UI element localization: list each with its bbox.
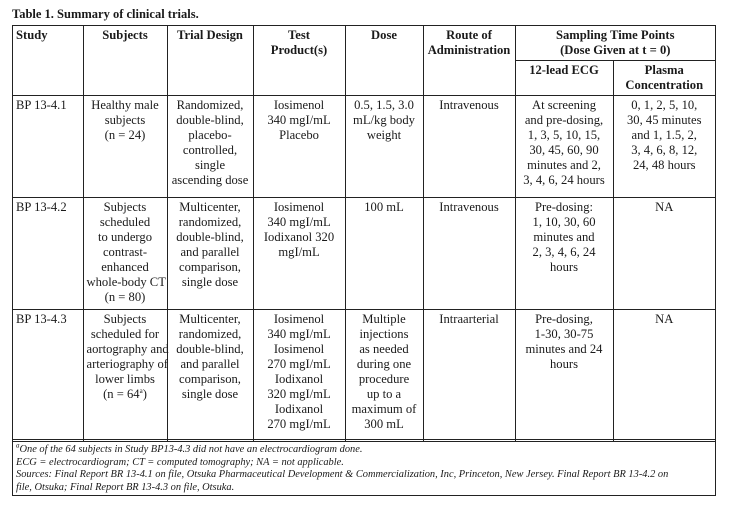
cell-line: 2, 3, 4, 6, 24 bbox=[532, 245, 596, 259]
cell-plasma bbox=[613, 96, 715, 198]
cell-ecg bbox=[515, 310, 613, 442]
header-ecg: 12-lead ECG bbox=[515, 61, 613, 96]
header-line: Route of bbox=[446, 28, 492, 42]
cell-line: 300 mL bbox=[364, 417, 404, 431]
cell-line: comparison, bbox=[179, 260, 241, 274]
cell-line: Subjects bbox=[103, 200, 147, 214]
cell-line: Randomized, bbox=[176, 98, 244, 112]
cell-line: 0.5, 1.5, 3.0 bbox=[354, 98, 414, 112]
cell-line: minutes and 24 bbox=[525, 342, 603, 356]
cell-line: Iodixanol bbox=[274, 372, 324, 386]
cell-plasma bbox=[613, 310, 715, 442]
cell-line: Pre-dosing: bbox=[534, 200, 594, 214]
cell-subjects bbox=[83, 198, 167, 310]
cell-line: minutes and 2, bbox=[527, 158, 601, 172]
cell-line: ascending dose bbox=[171, 173, 249, 187]
cell-line: Healthy male bbox=[91, 98, 159, 112]
cell-line: Multicenter, bbox=[179, 200, 241, 214]
footnote-a bbox=[16, 441, 710, 457]
header-plasma bbox=[613, 61, 715, 96]
cell-study: BP 13-4.2 bbox=[13, 198, 83, 310]
cell-line: 30, 45, 60, 90 bbox=[529, 143, 599, 157]
table-caption: Table 1. Summary of clinical trials. bbox=[12, 7, 199, 21]
cell-line: 340 mgI/mL bbox=[267, 327, 331, 341]
header-line: Administration bbox=[427, 43, 511, 57]
cell-line: Iosimenol bbox=[273, 312, 325, 326]
header-trial-design: Trial Design bbox=[167, 26, 253, 96]
cell-line: 320 mgI/mL bbox=[267, 387, 331, 401]
table-row bbox=[13, 310, 715, 442]
header-line: Test bbox=[288, 28, 310, 42]
cell-line: 1, 3, 5, 10, 15, bbox=[527, 128, 601, 142]
cell-line: 1, 10, 30, 60 bbox=[532, 215, 596, 229]
cell-line: scheduled for bbox=[90, 327, 160, 341]
footnote-sources-line-1: Sources: Final Report BR 13-4.1 on file, Otsuka Pharmaceutical Development & Commercialization, Inc, Princeton, New Jersey. Final Report BR 13-4.2 on bbox=[16, 469, 669, 481]
header-line: Product(s) bbox=[270, 43, 328, 57]
cell-line: and parallel bbox=[180, 357, 240, 371]
cell-line: At screening bbox=[532, 98, 596, 112]
cell-line: 100 mL bbox=[364, 200, 404, 214]
cell-line: double-blind, bbox=[176, 113, 244, 127]
cell-line: 24, 48 hours bbox=[632, 158, 696, 172]
cell-line: maximum of bbox=[351, 402, 417, 416]
cell-line: 0, 1, 2, 5, 10, bbox=[631, 98, 698, 112]
header-line: (Dose Given at t = 0) bbox=[560, 43, 671, 57]
footnote-ref: a bbox=[139, 386, 143, 395]
cell-route bbox=[423, 310, 515, 442]
cell-plasma bbox=[613, 198, 715, 310]
cell-line: procedure bbox=[358, 372, 410, 386]
cell-line: 340 mgI/mL bbox=[267, 113, 331, 127]
header-dose: Dose bbox=[345, 26, 423, 96]
cell-product bbox=[253, 96, 345, 198]
cell-line: and pre-dosing, bbox=[524, 113, 604, 127]
cell-line: single dose bbox=[181, 275, 239, 289]
header-route bbox=[423, 26, 515, 96]
cell-line: NA bbox=[655, 312, 674, 326]
cell-line: injections bbox=[359, 327, 409, 341]
cell-line: aortography and bbox=[86, 342, 169, 356]
cell-line: Multiple bbox=[362, 312, 406, 326]
cell-line: minutes and bbox=[533, 230, 595, 244]
header-line: Concentration bbox=[625, 78, 704, 92]
cell-product bbox=[253, 310, 345, 442]
cell-line: as needed bbox=[359, 342, 409, 356]
header-sampling bbox=[515, 26, 715, 61]
header-line: Plasma bbox=[644, 63, 684, 77]
cell-line: Iodixanol bbox=[274, 402, 324, 416]
header-subjects: Subjects bbox=[83, 26, 167, 96]
cell-line: comparison, bbox=[179, 372, 241, 386]
cell-line: randomized, bbox=[178, 215, 242, 229]
cell-line: 340 mgI/mL bbox=[267, 215, 331, 229]
cell-line: Intravenous bbox=[439, 200, 499, 214]
cell-study: BP 13-4.3 bbox=[13, 310, 83, 442]
cell-line: Intravenous bbox=[439, 98, 499, 112]
cell-line: during one bbox=[356, 357, 412, 371]
cell-line: mgI/mL bbox=[278, 245, 320, 259]
cell-line: 3, 4, 6, 24 hours bbox=[523, 173, 605, 187]
footnotes bbox=[16, 441, 710, 494]
cell-line: enhanced bbox=[101, 260, 149, 274]
header-study: Study bbox=[13, 26, 83, 96]
cell-study: BP 13-4.1 bbox=[13, 96, 83, 198]
footnote-sources-line-2: file, Otsuka; Final Report BR 13-4.3 on file, Otsuka. bbox=[16, 481, 235, 493]
cell-line: hours bbox=[550, 357, 578, 371]
cell-line: double-blind, bbox=[176, 230, 244, 244]
footnote-abbreviations: ECG = electrocardiogram; CT = computed tomography; NA = not applicable. bbox=[16, 456, 344, 468]
cell-dose bbox=[345, 96, 423, 198]
cell-subjects bbox=[83, 96, 167, 198]
cell-ecg bbox=[515, 96, 613, 198]
cell-line: double-blind, bbox=[176, 342, 244, 356]
cell-line: subjects bbox=[104, 113, 146, 127]
cell-route bbox=[423, 198, 515, 310]
cell-line: Placebo bbox=[279, 128, 319, 142]
cell-line: Pre-dosing, bbox=[535, 312, 593, 326]
cell-line: controlled, bbox=[182, 143, 238, 157]
cell-line: mL/kg body bbox=[353, 113, 415, 127]
cell-line: up to a bbox=[366, 387, 402, 401]
subjects-count-close: ) bbox=[142, 387, 147, 401]
cell-line: (n = 24) bbox=[104, 128, 146, 142]
footnote-a-text: One of the 64 subjects in Study BP13-4.3 did not have an electrocardiogram done. bbox=[19, 444, 363, 455]
cell-line: contrast- bbox=[102, 245, 148, 259]
cell-dose bbox=[345, 198, 423, 310]
cell-line: Subjects bbox=[103, 312, 147, 326]
footnote-mark: a bbox=[16, 441, 20, 450]
cell-line: Iosimenol bbox=[273, 200, 325, 214]
cell-line: single dose bbox=[181, 387, 239, 401]
cell-line: whole-body CT bbox=[86, 275, 166, 289]
cell-design bbox=[167, 96, 253, 198]
clinical-trials-table bbox=[13, 26, 715, 442]
cell-line: 3, 4, 6, 8, 12, bbox=[631, 143, 698, 157]
cell-line: 1-30, 30-75 bbox=[534, 327, 594, 341]
table-row bbox=[13, 96, 715, 198]
cell-line: randomized, bbox=[178, 327, 242, 341]
cell-route bbox=[423, 96, 515, 198]
cell-line: lower limbs bbox=[95, 372, 155, 386]
cell-design bbox=[167, 198, 253, 310]
header-test-products bbox=[253, 26, 345, 96]
subjects-count bbox=[87, 387, 164, 402]
cell-line: and 1, 1.5, 2, bbox=[631, 128, 697, 142]
footnotes-divider bbox=[13, 439, 715, 440]
cell-line: (n = 80) bbox=[104, 290, 146, 304]
cell-line: Intraarterial bbox=[439, 312, 499, 326]
cell-line: and parallel bbox=[180, 245, 240, 259]
cell-line: Multicenter, bbox=[179, 312, 241, 326]
cell-subjects-lines bbox=[86, 312, 169, 387]
cell-line: 30, 45 minutes bbox=[627, 113, 702, 127]
cell-line: weight bbox=[366, 128, 402, 142]
cell-design bbox=[167, 310, 253, 442]
table-row bbox=[13, 198, 715, 310]
cell-ecg bbox=[515, 198, 613, 310]
cell-line: 270 mgI/mL bbox=[267, 417, 331, 431]
cell-subjects bbox=[83, 310, 167, 442]
cell-product bbox=[253, 198, 345, 310]
cell-line: Iosimenol bbox=[273, 342, 325, 356]
cell-line: single bbox=[194, 158, 226, 172]
header-line: Sampling Time Points bbox=[556, 28, 675, 42]
cell-line: scheduled bbox=[99, 215, 151, 229]
cell-line: NA bbox=[655, 200, 674, 214]
cell-line: Iosimenol bbox=[273, 98, 325, 112]
cell-line: 270 mgI/mL bbox=[267, 357, 331, 371]
cell-line: arteriography of bbox=[86, 357, 168, 371]
cell-line: placebo- bbox=[188, 128, 232, 142]
subjects-count-text: (n = 64 bbox=[103, 387, 140, 401]
header-row-1 bbox=[13, 26, 715, 61]
cell-dose bbox=[345, 310, 423, 442]
cell-line: Iodixanol 320 bbox=[263, 230, 335, 244]
cell-line: hours bbox=[550, 260, 578, 274]
table-frame bbox=[12, 25, 716, 496]
cell-line: to undergo bbox=[98, 230, 152, 244]
